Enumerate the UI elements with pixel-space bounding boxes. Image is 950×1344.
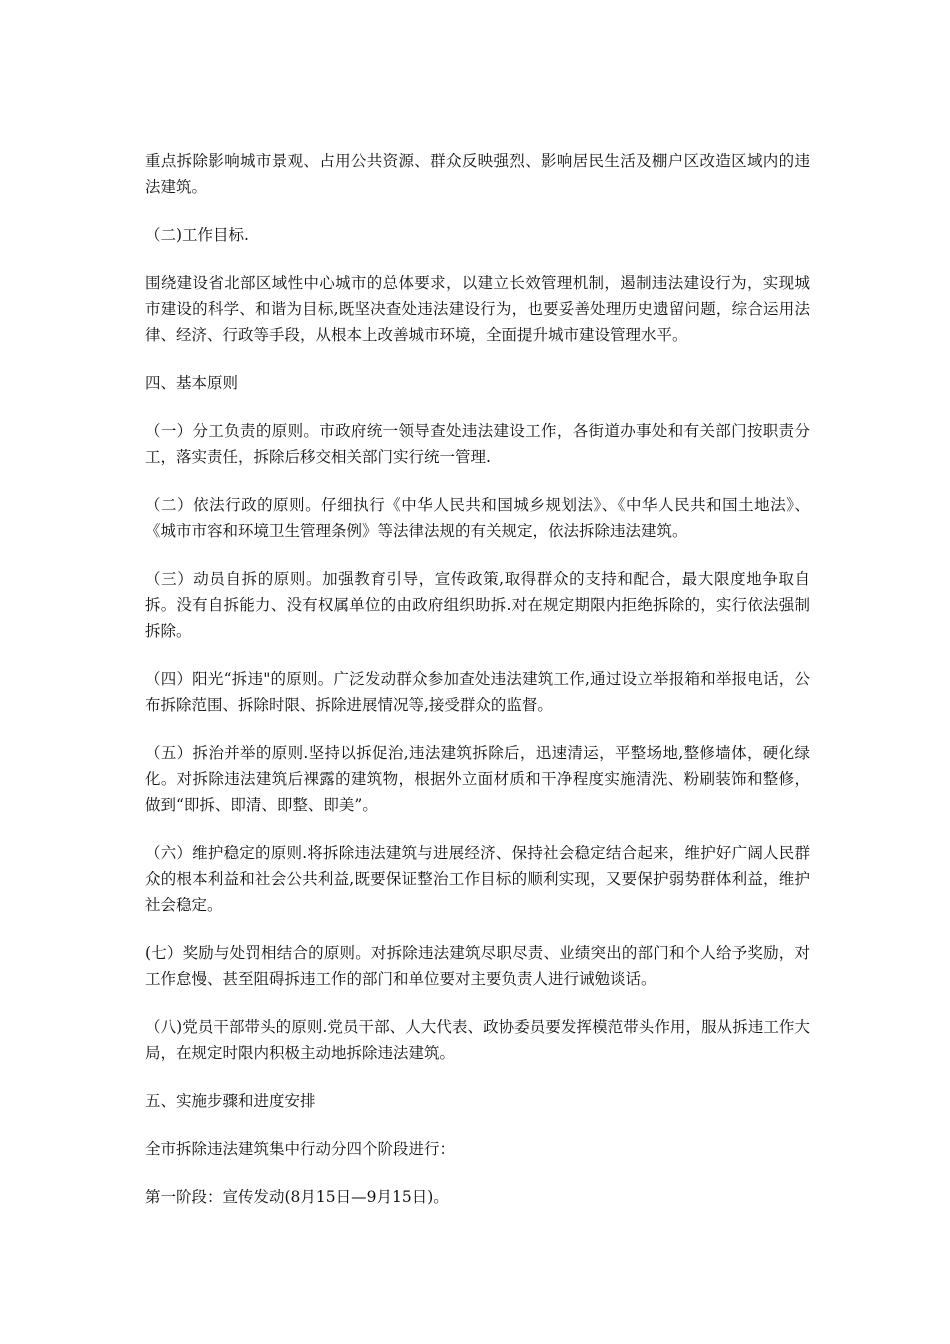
paragraph-four-stages: 全市拆除违法建筑集中行动分四个阶段进行： bbox=[145, 1140, 456, 1158]
paragraph-demolition-focus: 重点拆除影响城市景观、占用公共资源、群众反映强烈、影响居民生活及棚户区改造区域内的违法建筑。 bbox=[145, 152, 810, 196]
heading-implementation-steps: 五、实施步骤和进度安排 bbox=[145, 1092, 316, 1110]
document-body bbox=[145, 148, 810, 1232]
paragraph-work-goals: 围绕建设省北部区域性中心城市的总体要求，以建立长效管理机制，遏制违法建设行为，实现城市建设的科学、和谐为目标,既坚决查处违法建设行为，也要妥善处理历史遗留问题，综合运用法律、经济、行政等手段，从根本上改善城市环境，全面提升城市建设管理水平。 bbox=[145, 274, 810, 344]
heading-work-goals: （二)工作目标. bbox=[145, 226, 249, 244]
paragraph-principle-3: （三）动员自拆的原则。加强教育引导，宣传政策,取得群众的支持和配合，最大限度地争取自拆。没有自拆能力、没有权属单位的由政府组织助拆.对在规定期限内拒绝拆除的，实行依法强制拆除。 bbox=[145, 570, 810, 640]
paragraph-principle-7: (七）奖励与处罚相结合的原则。对拆除违法建筑尽职尽责、业绩突出的部门和个人给予奖励，对工作怠慢、甚至阻碍拆违工作的部门和单位要对主要负责人进行诫勉谈话。 bbox=[145, 944, 810, 988]
paragraph-principle-1: （一）分工负责的原则。市政府统一领导查处违法建设工作，各街道办事处和有关部门按职责分工，落实责任，拆除后移交相关部门实行统一管理. bbox=[145, 422, 810, 466]
paragraph-principle-2: （二）依法行政的原则。仔细执行《中华人民共和国城乡规划法》、《中华人民共和国土地法》、《城市市容和环境卫生管理条例》等法律法规的有关规定，依法拆除违法建筑。 bbox=[145, 496, 810, 540]
paragraph-principle-6: （六）维护稳定的原则.将拆除违法建筑与进展经济、保持社会稳定结合起来，维护好广阔人民群众的根本利益和社会公共利益,既要保证整治工作目标的顺利实现，又要保护弱势群体利益，维护社会稳定。 bbox=[145, 844, 810, 914]
paragraph-principle-5: （五）拆治并举的原则.坚持以拆促治,违法建筑拆除后，迅速清运，平整场地,整修墙体，硬化绿化。对拆除违法建筑后裸露的建筑物，根据外立面材质和干净程度实施清洗、粉刷装饰和整修，做到“即拆、即清、即整、即美”。 bbox=[145, 744, 810, 814]
paragraph-principle-8: （八)党员干部带头的原则.党员干部、人大代表、政协委员要发挥模范带头作用，服从拆违工作大局，在规定时限内积极主动地拆除违法建筑。 bbox=[145, 1018, 810, 1062]
paragraph-principle-4: （四）阳光“拆违"的原则。广泛发动群众参加查处违法建筑工作,通过设立举报箱和举报电话，公布拆除范围、拆除时限、拆除进展情况等,接受群众的监督。 bbox=[145, 670, 810, 714]
paragraph-stage-1: 第一阶段：宣传发动(8月15日—9月15日)。 bbox=[145, 1188, 449, 1206]
heading-basic-principles: 四、基本原则 bbox=[145, 374, 239, 392]
